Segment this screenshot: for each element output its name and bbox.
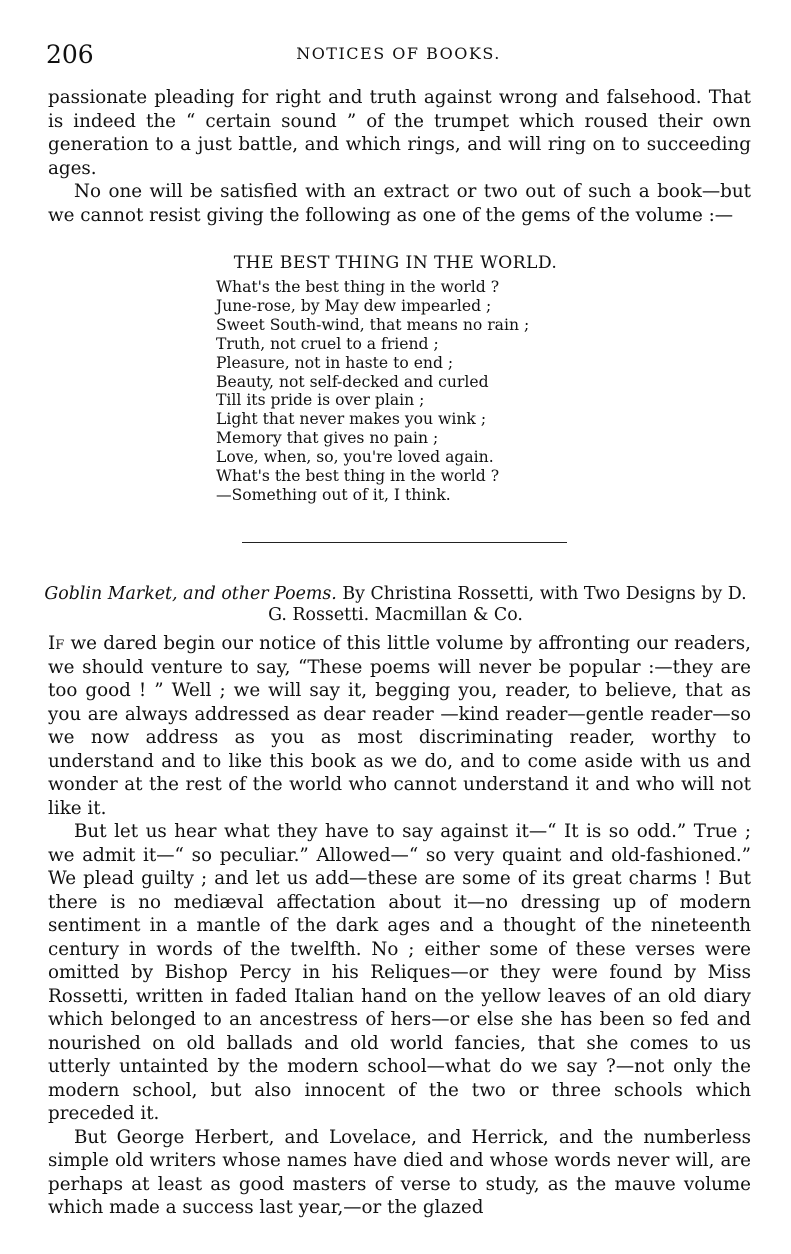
- review-paragraph-1: we dared begin our notice of this little volume by affronting our readers, we should venture to say, “These poems will never be popular :—they are too good ! ” Well ; we will say it, begging you, reader, to believe, that as you are always addressed as dear reader —kind reader—gentle reader—so we now address as you as most discriminating reader, worthy to understand and to like this book as we do, and to come aside with us and wonder at the rest of the world who cannot understand it and who will not like it.: [48, 633, 751, 819]
- poem-line: Beauty, not self-decked and curled: [216, 372, 489, 391]
- poem-line: June-rose, by May dew impearled ;: [216, 296, 492, 315]
- poem-line: Truth, not cruel to a friend ;: [216, 334, 439, 353]
- poem-line: Sweet South-wind, that means no rain ;: [216, 315, 530, 334]
- page-number: 206: [46, 40, 94, 69]
- review-paragraph-3: But George Herbert, and Lovelace, and Herrick, and the numberless simple old writers whose names have died and whose words never will, are perhaps at least as good masters of verse to study, as the mauve volume which made a success last year,—or the glazed: [48, 1126, 751, 1218]
- book-byline: By Christina Rossetti, with Two Designs by D. G. Rossetti. Macmillan & Co.: [268, 584, 747, 625]
- poem-line: What's the best thing in the world ?: [216, 467, 500, 486]
- poem-line: Love, when, so, you're loved again.: [216, 448, 494, 467]
- section-divider: [242, 542, 567, 543]
- poem-line: Till its pride is over plain ;: [216, 391, 425, 410]
- running-title: NOTICES OF BOOKS.: [296, 44, 501, 63]
- drop-word: If: [48, 633, 65, 654]
- poem-line: Pleasure, not in haste to end ;: [216, 353, 454, 372]
- opening-paragraph-2: No one will be satisfied with an extract or two out of such a book—but we cannot resist giving the following as one of the gems of the volume :—: [48, 181, 751, 226]
- book-title: Goblin Market, and other Poems.: [44, 584, 337, 604]
- poem-line: What's the best thing in the world ?: [216, 278, 500, 296]
- poem-line: —Something out of it, I think.: [216, 485, 451, 504]
- poem-line: Light that never makes you wink ;: [216, 410, 487, 429]
- book-heading: [44, 584, 747, 626]
- opening-paragraph-1: passionate pleading for right and truth against wrong and falsehood. That is indeed the “ certain sound ” of the trumpet which roused their own generation to a just battle, and which rings, and will ring on to succeeding ages.: [48, 87, 751, 179]
- running-head: [46, 40, 751, 70]
- poem-title: THE BEST THING IN THE WORLD.: [233, 253, 558, 273]
- opening-text: [48, 86, 751, 227]
- poem: [216, 278, 529, 505]
- poem-line: Memory that gives no pain ;: [216, 429, 439, 448]
- review-paragraph-2: But let us hear what they have to say against it—“ It is so odd.” True ; we admit it—“ so peculiar.” Allowed—“ so very quaint and old-fashioned.” We plead guilty ; and let us add—these are some of its great charms ! But there is no mediæval affectation about it—no dressing up of modern sentiment in a mantle of the dark ages and a thought of the nineteenth century in words of the twelfth. No ; either some of these verses were omitted by Bishop Percy in his Reliques—or they were found by Miss Rossetti, written in faded Italian hand on the yellow leaves of an old diary which belonged to an ancestress of hers—or else she has been so fed and nourished on old ballads and old world fancies, that she comes to us utterly untainted by the modern school—what do we say ?—not only the modern school, but also innocent of the two or three schools which preceded it.: [48, 821, 751, 1124]
- review-text: [48, 632, 751, 1220]
